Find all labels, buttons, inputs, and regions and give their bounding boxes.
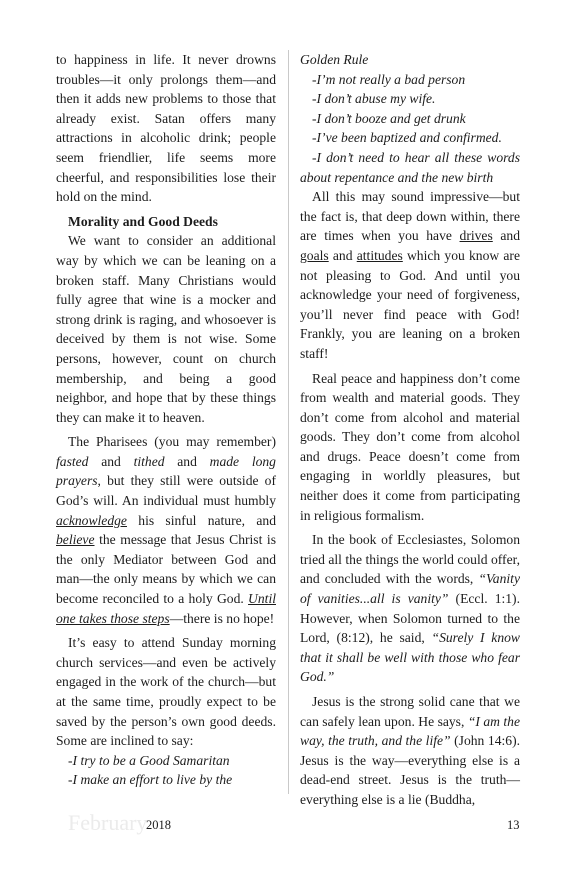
paragraph-impressive: All this may sound impressive—but the fact is, that deep down within, there are times when you have drives and goals and attitudes which you know are not pleasing to God. And until you acknowledge your need of forgiveness, you’ll never find peace with God! Frankly, you are leaning on a broken staff! xyxy=(300,189,520,361)
paragraph-pharisees: The Pharisees (you may remember) fasted and tithed and made long prayers, but they still were outside of God’s will. An individual must humbly acknowledge his sinful nature, and believe the message that Jesus Christ is the only Mediator between God and man—the only means by which we can become reconciled to a holy God. Until one takes those steps—there is no hope! xyxy=(56,434,276,626)
paragraph-real-peace: Real peace and happiness don’t come from wealth and material goods. They don’t come from alcohol and material goods. They don’t come from alcohol and drugs. Peace doesn’t come from engaging in worldly pleasures, but neither does it come from participating in religious formalism. xyxy=(300,370,520,523)
paragraph-sunday-services: It’s easy to attend Sunday morning church services—and even be actively engaged in the work of the church—but at the same time, proudly expect to be saved by the person’s own good deeds. Some are inclined to say: xyxy=(56,635,276,749)
emphasis-acknowledge: acknowledge xyxy=(56,512,127,528)
emphasis-fasted: fasted xyxy=(56,453,89,469)
saying-item: -I make an effort to live by the xyxy=(68,772,233,788)
saying-continuation: Golden Rule xyxy=(300,52,369,67)
quote-way-truth-life: “I am the way, the truth, and the life” xyxy=(300,713,520,749)
underline-attitudes: attitudes xyxy=(356,247,403,263)
right-column xyxy=(300,50,520,810)
section-heading: Morality and Good Deeds xyxy=(68,213,218,229)
paragraph-ecclesiastes: In the book of Ecclesiastes, Solomon tried all the things the world could offer, and concluded with the words, “Vanity of vanities...all is vanity” (Eccl. 1:1). However, when Solomon turned to the Lord, (8:12), he said, “Surely I know that it shall be well with those who fear God.” xyxy=(300,532,520,685)
paragraph-alcohol-conclusion: to happiness in life. It never drowns troubles—it only prolongs them—and then it adds new problems to those that already exist. Satan offers many attractions in alcoholic drink; people seem friendlier, life seems more cheerful, and responsibilities lose their hold on the mind. xyxy=(56,52,276,205)
emphasis-tithed: tithed xyxy=(133,453,165,469)
footer-month: February xyxy=(68,810,148,835)
saying-item: -I don’t abuse my wife. xyxy=(312,91,436,107)
paragraph-jesus-cane: Jesus is the strong solid cane that we can safely lean upon. He says, “I am the way, the truth, and the life” (John 14:6). Jesus is the way—everything else is a dead-end street. Jesus is the truth—everything else is a lie (Buddha, xyxy=(300,694,520,807)
column-divider xyxy=(288,50,289,794)
underline-goals: goals xyxy=(300,247,329,263)
paragraph-broken-staff: We want to consider an additional way by which we can be leaning on a broken staff. Many Christians would fully agree that wine is a mocker and strong drink is raging, and whosoever is deceived by them is not wise. Some persons, however, count on church membership, and being a good neighbor, and hope that by these things they can make it to heaven. xyxy=(56,233,276,425)
page-number: 13 xyxy=(507,818,520,832)
left-column xyxy=(56,50,276,790)
emphasis-believe: believe xyxy=(56,532,95,548)
saying-item: -I don’t booze and get drunk xyxy=(312,110,466,126)
emphasis-steps: Until one takes those steps xyxy=(56,591,276,626)
saying-item: -I don’t need to hear all these words about repentance and the new birth xyxy=(300,149,520,185)
underline-drives: drives xyxy=(459,228,493,244)
emphasis-prayers: made long prayers xyxy=(56,453,276,489)
footer-year: 2018 xyxy=(146,818,171,832)
quote-fear-god: “Surely I know that it shall be well with those who fear God.” xyxy=(300,630,520,685)
saying-item: -I try to be a Good Samaritan xyxy=(68,752,230,768)
saying-item: -I’ve been baptized and confirmed. xyxy=(312,130,502,146)
saying-item: -I’m not really a bad person xyxy=(312,71,466,87)
quote-vanity: “Vanity of vanities...all is vanity” xyxy=(300,571,520,607)
